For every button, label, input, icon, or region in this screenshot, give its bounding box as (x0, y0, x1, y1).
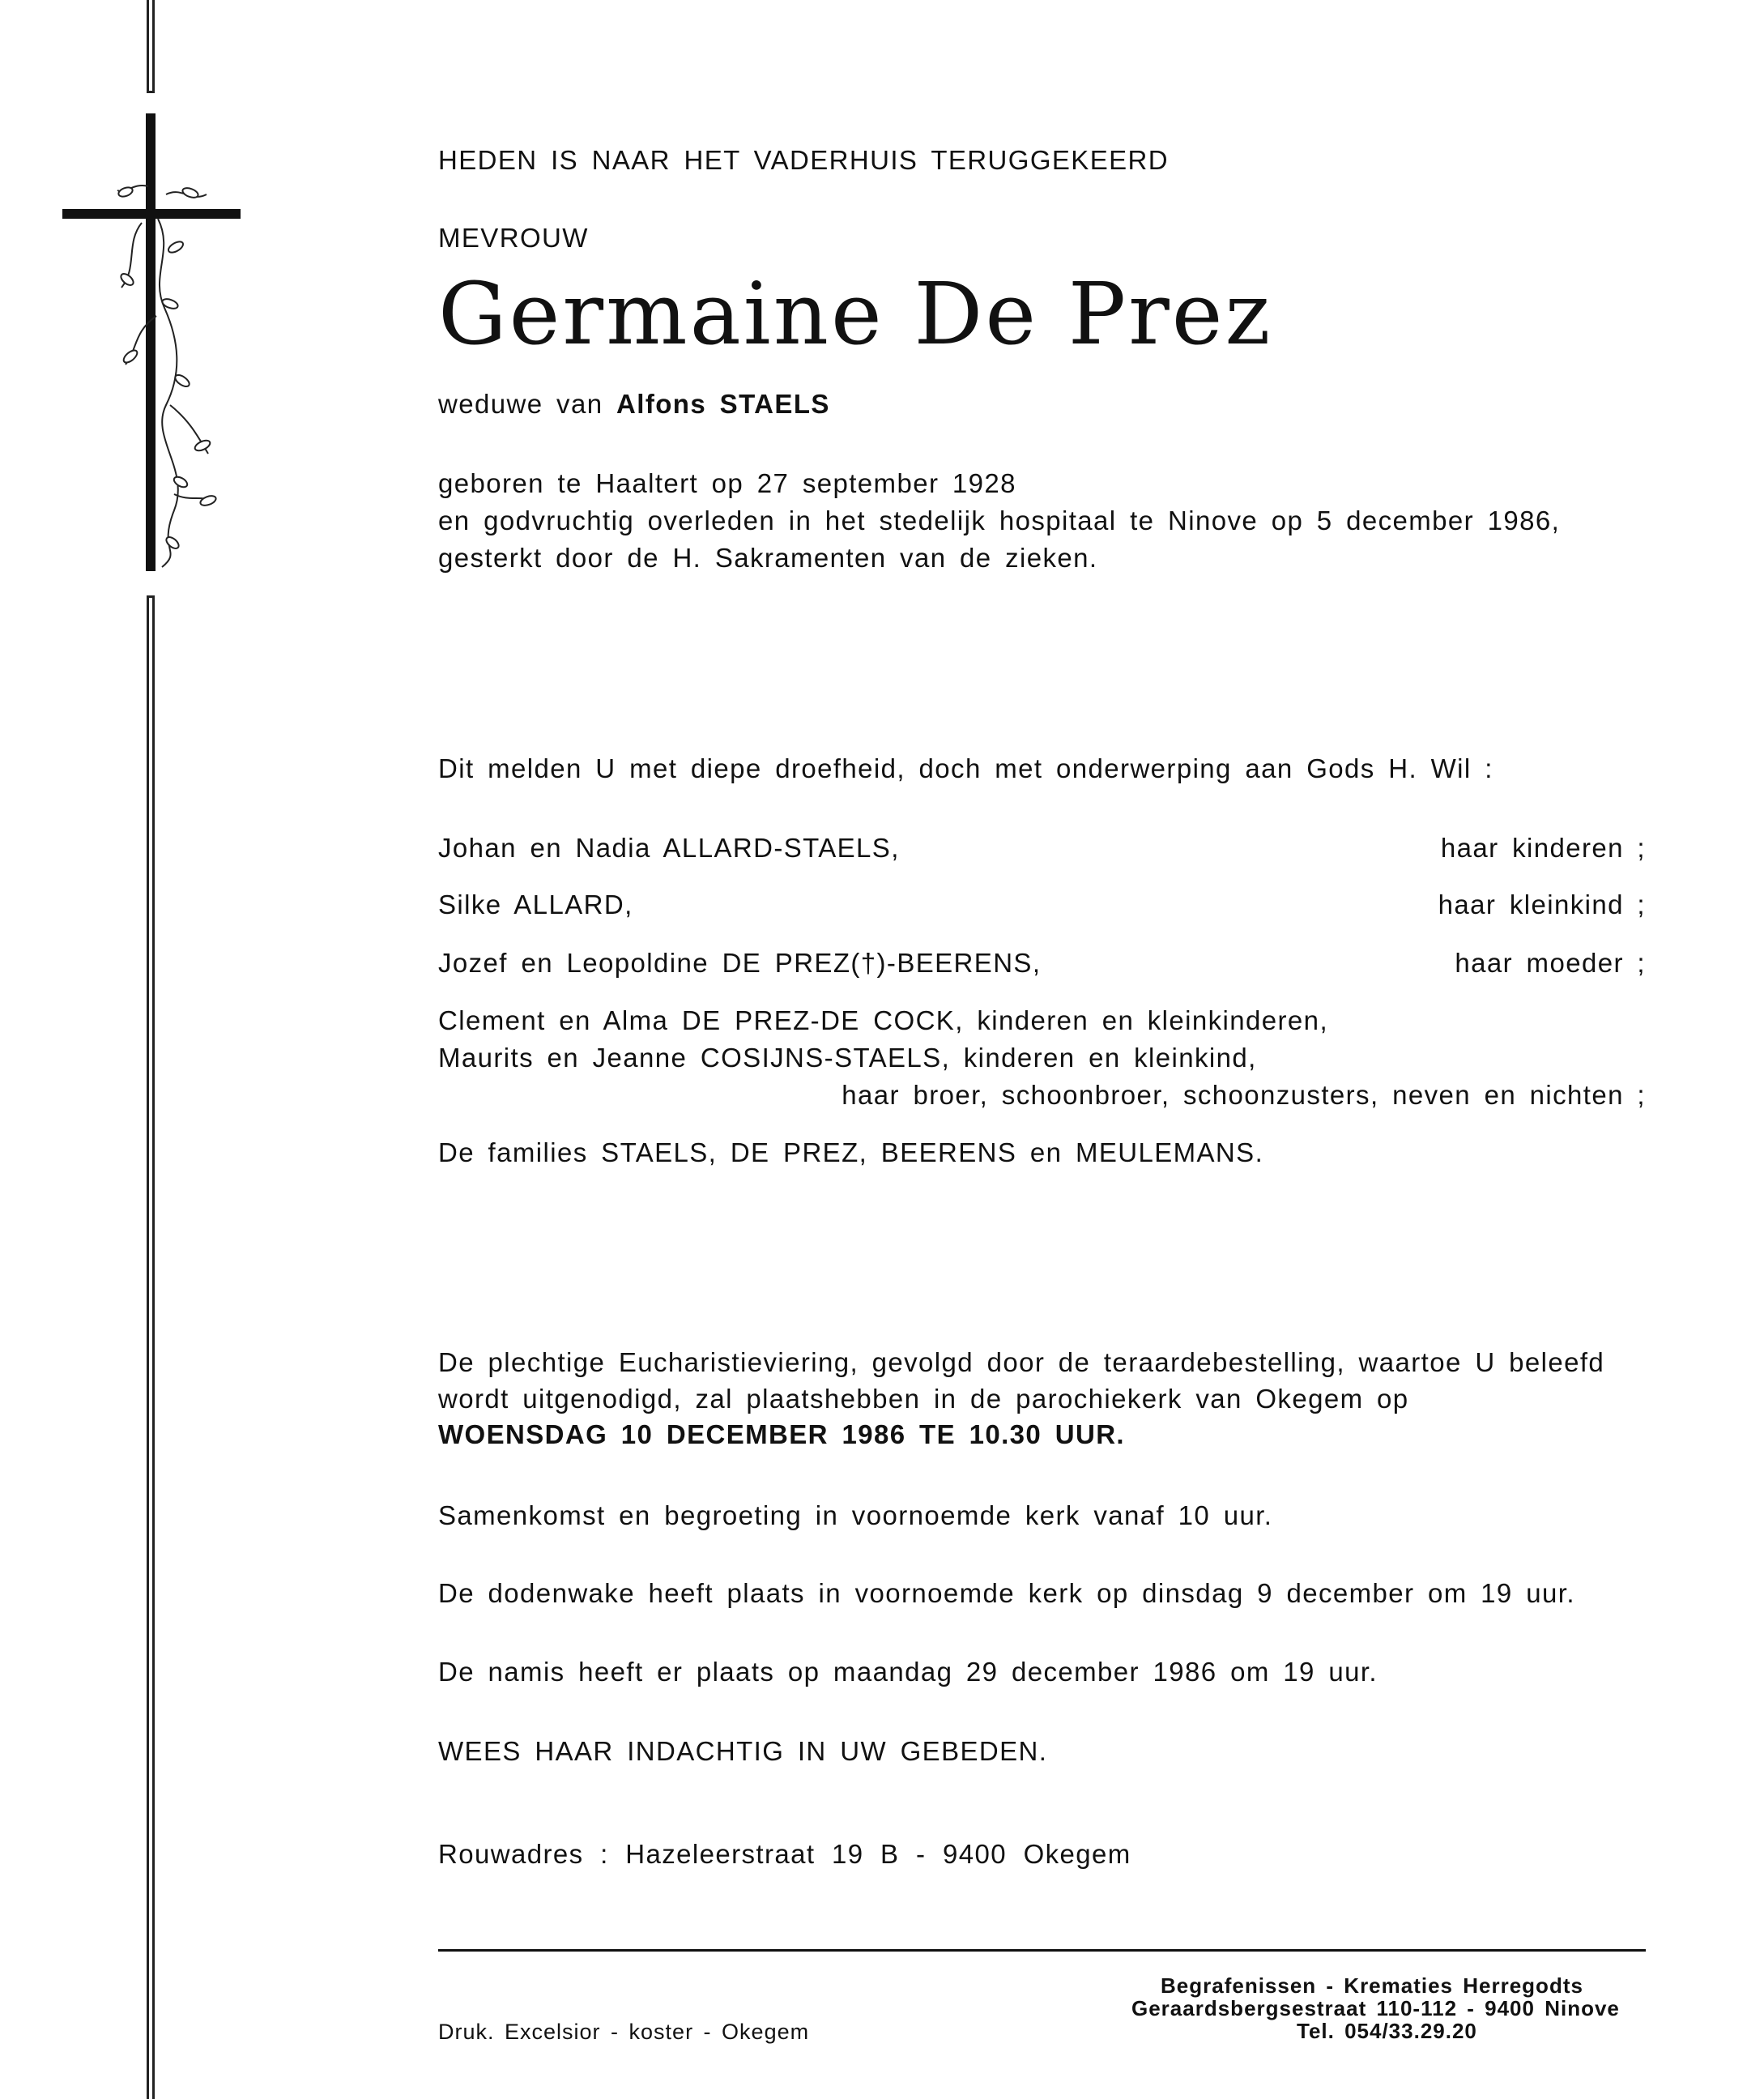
remember-note: WEES HAAR INDACHTIG IN UW GEBEDEN. (438, 1736, 1048, 1766)
wake-note: De dodenwake heeft plaats in voornoemde kerk op dinsdag 9 december om 19 uur. (438, 1578, 1575, 1608)
cross-with-vine-icon (61, 113, 255, 579)
family-name-1: Johan en Nadia ALLARD-STAELS, (438, 833, 900, 863)
widow-line (438, 390, 830, 417)
footer-divider (438, 1949, 1646, 1952)
family-relation-2: haar kleinkind ; (1438, 890, 1646, 919)
widow-name: Alfons STAELS (616, 389, 830, 419)
funeral-home-line-1: Begrafenissen - Krematies Herregodts (1161, 1973, 1583, 1998)
family-name-2: Silke ALLARD, (438, 890, 633, 919)
ceremony-datetime: WOENSDAG 10 DECEMBER 1986 TE 10.30 UUR. (438, 1419, 1125, 1449)
families-line: De families STAELS, DE PREZ, BEERENS en MEULEMANS. (438, 1137, 1264, 1167)
relatives-line-1: Clement en Alma DE PREZ-DE COCK, kinderen en kleinkinderen, (438, 1005, 1329, 1035)
family-name-3: Jozef en Leopoldine DE PREZ(†)-BEERENS, (438, 948, 1042, 978)
announcement: Dit melden U met diepe droefheid, doch met onderwerping aan Gods H. Wil : (438, 753, 1493, 783)
widow-prefix: weduwe van (438, 389, 603, 419)
gathering-note: Samenkomst en begroeting in voornoemde kerk vanaf 10 uur. (438, 1500, 1273, 1530)
printer-credit: Druk. Excelsior - koster - Okegem (438, 2020, 810, 2044)
bio-death: en godvruchtig overleden in het stedelijk hospitaal te Ninove op 5 december 1986, (438, 506, 1561, 535)
ceremony-line-1: De plechtige Eucharistieviering, gevolgd door de teraardebestelling, waartoe U beleefd (438, 1347, 1605, 1377)
deceased-name: Germaine De Prez (438, 264, 1273, 364)
family-relation-1: haar kinderen ; (1440, 833, 1646, 863)
margin-line-top (147, 0, 155, 93)
relatives-line-3: haar broer, schoonbroer, schoonzusters, neven en nichten ; (842, 1080, 1646, 1110)
intro-text: HEDEN IS NAAR HET VADERHUIS TERUGGEKEERD (438, 145, 1169, 175)
funeral-home-line-2: Geraardsbergsestraat 110-112 - 9400 Ninove (1131, 1996, 1620, 2020)
bio-sacraments: gesterkt door de H. Sakramenten van de zieken. (438, 543, 1098, 573)
bio-birth: geboren te Haaltert op 27 september 1928 (438, 468, 1016, 498)
ceremony-line-2: wordt uitgenodigd, zal plaatshebben in de parochiekerk van Okegem op (438, 1384, 1409, 1414)
funeral-home-phone: Tel. 054/33.29.20 (1297, 2019, 1477, 2043)
margin-line-bottom (147, 595, 155, 2099)
mourning-address: Rouwadres : Hazeleerstraat 19 B - 9400 Okegem (438, 1839, 1131, 1869)
relatives-line-2: Maurits en Jeanne COSIJNS-STAELS, kinderen en kleinkind, (438, 1043, 1257, 1073)
honorific: MEVROUW (438, 223, 589, 253)
family-relation-3: haar moeder ; (1455, 948, 1646, 978)
namis-note: De namis heeft er plaats op maandag 29 december 1986 om 19 uur. (438, 1657, 1378, 1687)
